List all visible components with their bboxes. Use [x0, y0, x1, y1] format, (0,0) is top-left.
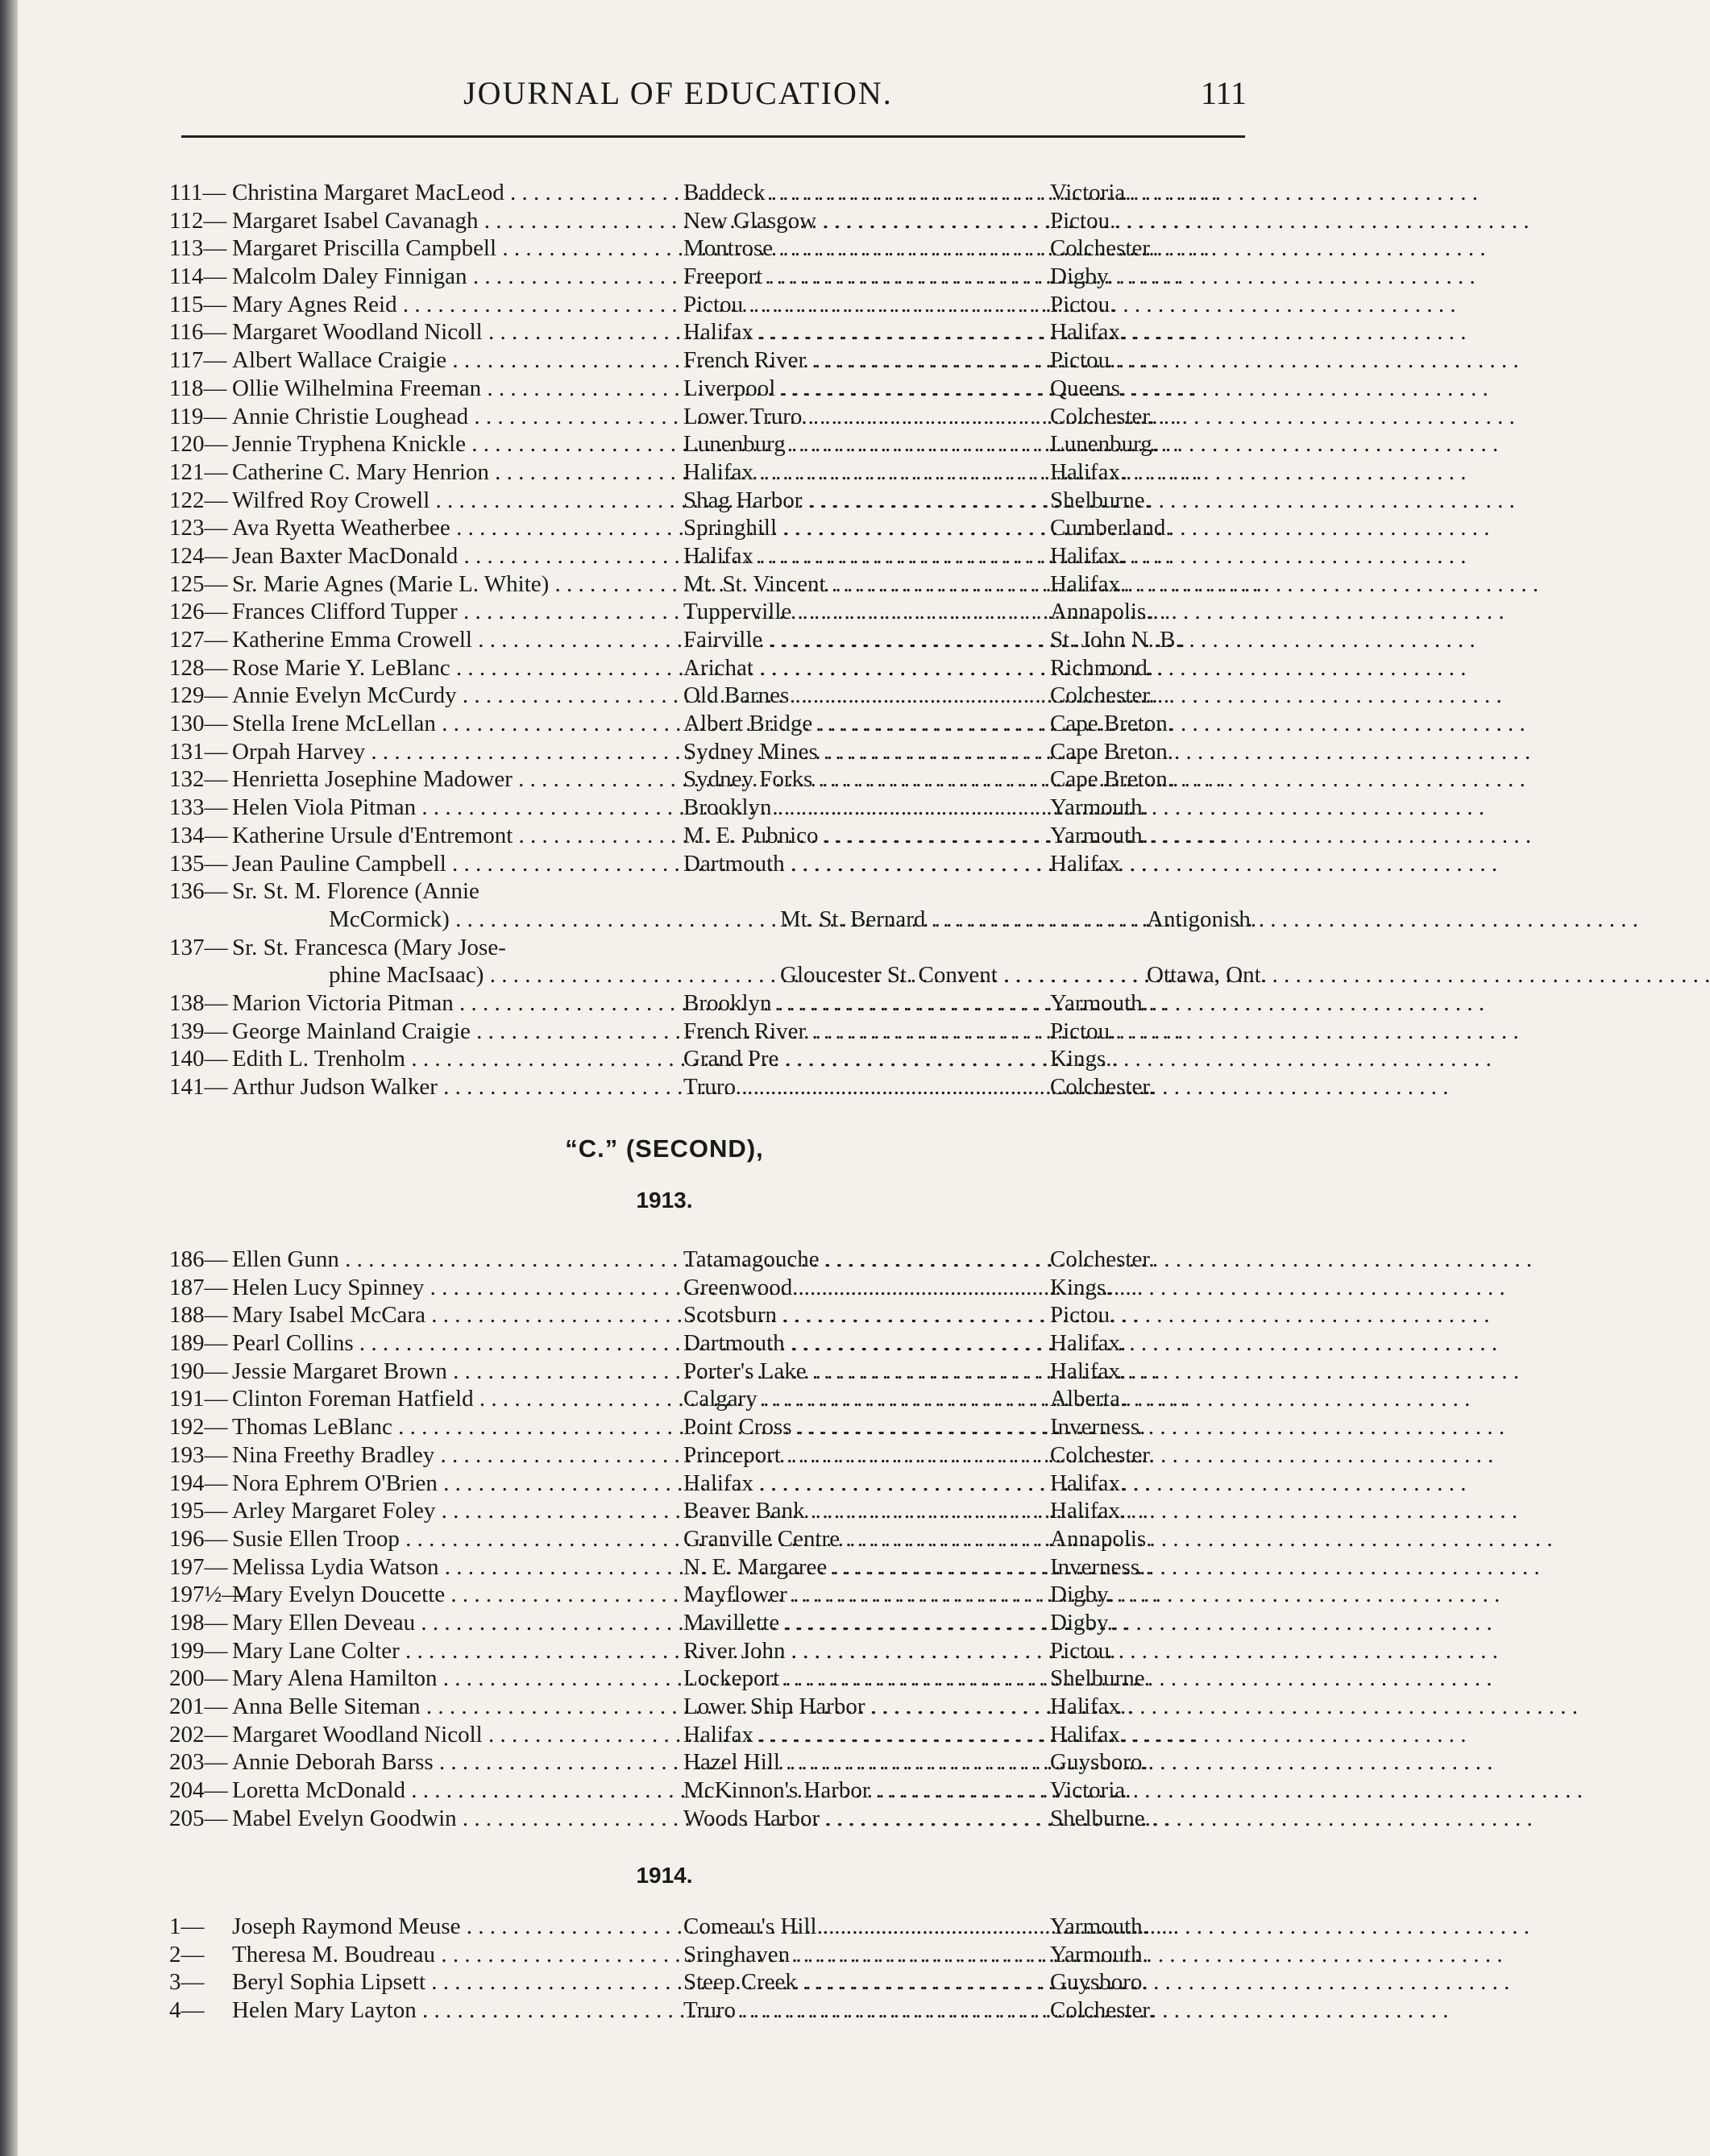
graduate-name: Mary Lane Colter . . .	[232, 1637, 683, 1665]
list-row	[169, 514, 1241, 542]
hometown: Woods Harbor . . .	[683, 1805, 1050, 1833]
hometown: New Glasgow . . .	[683, 207, 1050, 235]
county: Halifax.	[1050, 1470, 1127, 1496]
county: Halifax.	[1050, 319, 1127, 346]
entry-number: 121—	[169, 458, 228, 485]
county: Ottawa, Ont.	[1147, 962, 1267, 989]
hometown: Lower Ship Harbor . . .	[683, 1693, 1050, 1721]
graduate-name: Margaret Woodland Nicoll . . .	[232, 1721, 683, 1749]
graduate-name: Annie Deborah Barss . . .	[232, 1748, 683, 1777]
county: Inverness.	[1050, 1414, 1146, 1441]
county: Colchester.	[1050, 1441, 1155, 1468]
entry-number: 125—	[169, 570, 228, 597]
entry-number: 196—	[169, 1525, 228, 1552]
graduate-name: Anna Belle Siteman . . .	[232, 1693, 683, 1721]
hometown: Liverpool . . .	[683, 375, 1050, 403]
hometown: River John . . .	[683, 1637, 1050, 1665]
county: Cumberland.	[1050, 515, 1172, 541]
county: Shelburne.	[1050, 487, 1151, 513]
list-row	[169, 1018, 1241, 1046]
hometown: Mt. St. Bernard . . .	[780, 906, 1147, 934]
list-row	[169, 1246, 1241, 1274]
graduate-name: Loretta McDonald . . .	[232, 1777, 683, 1805]
section-title: “C.” (SECOND),	[565, 1134, 764, 1163]
list-row	[169, 1968, 1241, 1996]
graduate-name: Sr. Marie Agnes (Marie L. White) . . .	[232, 570, 683, 599]
list-row	[169, 794, 1241, 822]
hometown: Fairville . . .	[683, 626, 1050, 654]
graduate-name: Marion Victoria Pitman . . .	[232, 989, 683, 1018]
year-heading-1913: 1913.	[636, 1188, 693, 1213]
county: Yarmouth.	[1050, 989, 1148, 1016]
graduate-name: Mary Alena Hamilton . . .	[232, 1665, 683, 1693]
county: Antigonish.	[1147, 906, 1257, 932]
county: Digby.	[1050, 263, 1113, 290]
list-row	[169, 1045, 1241, 1073]
entry-number: 189—	[169, 1330, 228, 1357]
county: Richmond.	[1050, 654, 1154, 681]
list-row	[169, 1553, 1241, 1582]
hometown: Arichat . . .	[683, 654, 1050, 682]
graduate-name: Sr. St. Francesca (Mary Jose-	[232, 934, 506, 960]
county: Halifax.	[1050, 1330, 1127, 1357]
county: Inverness.	[1050, 1553, 1146, 1580]
hometown: Princeport . . .	[683, 1441, 1050, 1470]
list-row	[169, 710, 1241, 738]
list-row	[169, 961, 1267, 989]
hometown: Steep Creek . . .	[683, 1968, 1050, 1996]
county: Kings.	[1050, 1274, 1112, 1300]
county: Halifax.	[1050, 458, 1127, 485]
graduate-name: Joseph Raymond Meuse . . .	[232, 1913, 683, 1941]
hometown: Dartmouth . . .	[683, 850, 1050, 878]
entry-number: 191—	[169, 1386, 228, 1412]
list-row	[169, 1996, 1241, 2025]
hometown: Springhill . . .	[683, 514, 1050, 542]
header-rule	[181, 135, 1245, 138]
county: Victoria.	[1050, 180, 1131, 205]
entry-number: 124—	[169, 542, 228, 569]
entry-number: 116—	[169, 319, 227, 346]
county: Colchester.	[1050, 403, 1155, 429]
entry-number: 3—	[169, 1969, 205, 1996]
graduate-name: Susie Ellen Troop . . .	[232, 1525, 683, 1553]
list-row	[169, 850, 1241, 878]
county: Pictou.	[1050, 1302, 1116, 1329]
county: Pictou.	[1050, 1637, 1116, 1664]
county: Alberta.	[1050, 1386, 1127, 1412]
hometown: Calgary . . .	[683, 1385, 1050, 1413]
entry-number: 128—	[169, 654, 228, 681]
running-head: JOURNAL OF EDUCATION.	[463, 75, 893, 111]
hometown: Mavillette . . .	[683, 1609, 1050, 1637]
graduate-name: Melissa Lydia Watson . . .	[232, 1553, 683, 1582]
list-row	[169, 738, 1241, 766]
county: Halifax.	[1050, 1721, 1127, 1748]
graduate-name: Thomas LeBlanc . . .	[232, 1413, 683, 1441]
graduate-name: George Mainland Craigie . . .	[232, 1018, 683, 1046]
hometown: McKinnon's Harbor . . .	[683, 1777, 1050, 1805]
list-row	[169, 403, 1241, 431]
hometown: Granville Centre . . .	[683, 1525, 1050, 1553]
list-row	[169, 1470, 1241, 1498]
list-row	[169, 346, 1241, 375]
entry-number: 132—	[169, 766, 228, 793]
graduate-name: Ollie Wilhelmina Freeman . . .	[232, 375, 683, 403]
graduate-name: Mary Evelyn Doucette . . .	[232, 1581, 683, 1609]
graduate-name: Margaret Isabel Cavanagh . . .	[232, 207, 683, 235]
county: Yarmouth.	[1050, 794, 1148, 821]
county: Queens.	[1050, 375, 1127, 401]
entry-number: 127—	[169, 627, 228, 653]
county: Cape Breton.	[1050, 766, 1174, 793]
list-row	[169, 375, 1241, 403]
entry-number: 133—	[169, 794, 228, 821]
entry-number: 129—	[169, 682, 228, 709]
graduate-name: Helen Viola Pitman . . .	[232, 794, 683, 822]
entry-number: 193—	[169, 1441, 228, 1468]
entry-number: 130—	[169, 711, 228, 737]
graduate-list-a	[169, 179, 1267, 1101]
county: Colchester.	[1050, 682, 1155, 709]
list-row	[169, 291, 1241, 319]
graduate-name: Beryl Sophia Lipsett . . .	[232, 1968, 683, 1996]
list-row	[169, 1358, 1241, 1386]
entry-number: 136—	[169, 878, 228, 905]
hometown: Brooklyn . . .	[683, 794, 1050, 822]
graduate-name: Helen Lucy Spinney . . .	[232, 1274, 683, 1302]
graduate-name: Mary Agnes Reid . . .	[232, 291, 683, 319]
entry-number: 198—	[169, 1609, 228, 1636]
graduate-list-b	[169, 1246, 1241, 1832]
entry-number: 200—	[169, 1665, 228, 1692]
county: Colchester.	[1050, 1997, 1155, 2024]
hometown: Sydney Forks . . .	[683, 765, 1050, 794]
county: Halifax.	[1050, 542, 1127, 569]
county: Annapolis.	[1050, 599, 1152, 625]
list-row	[169, 458, 1241, 487]
hometown: M. E. Pubnico . . .	[683, 822, 1050, 850]
graduate-name: Annie Evelyn McCurdy . . .	[232, 682, 683, 710]
county: Guysboro.	[1050, 1969, 1148, 1996]
hometown: Porter's Lake . . .	[683, 1358, 1050, 1386]
list-row	[169, 1441, 1241, 1470]
entry-number: 134—	[169, 822, 228, 848]
list-row	[169, 822, 1241, 850]
hometown: Pictou . . .	[683, 291, 1050, 319]
county: Shelburne.	[1050, 1805, 1151, 1831]
graduate-name: Arthur Judson Walker . . .	[232, 1073, 683, 1101]
county: Halifax.	[1050, 570, 1127, 597]
list-row	[169, 1301, 1241, 1329]
graduate-name: McCormick) . . .	[232, 906, 780, 934]
graduate-name: Jean Pauline Campbell . . .	[232, 850, 683, 878]
graduate-name: Christina Margaret MacLeod . . .	[232, 179, 683, 207]
graduate-name: Mary Ellen Deveau . . .	[232, 1609, 683, 1637]
page-number: 111	[1201, 75, 1247, 111]
graduate-name: Mabel Evelyn Goodwin . . .	[232, 1805, 683, 1833]
graduate-name: Henrietta Josephine Madower . . .	[232, 765, 683, 794]
hometown: Halifax . . .	[683, 458, 1050, 487]
graduate-name: Wilfred Roy Crowell . . .	[232, 487, 683, 515]
graduate-name: Rose Marie Y. LeBlanc . . .	[232, 654, 683, 682]
hometown: Halifax . . .	[683, 1470, 1050, 1498]
graduate-name: Katherine Ursule d'Entremont . . .	[232, 822, 683, 850]
hometown: Dartmouth . . .	[683, 1329, 1050, 1358]
hometown: French River . . .	[683, 1018, 1050, 1046]
county: Pictou.	[1050, 207, 1116, 234]
hometown: Truro . . .	[683, 1996, 1050, 2025]
entry-number: 114—	[169, 263, 227, 290]
graduate-name: Ava Ryetta Weatherbee . . .	[232, 514, 683, 542]
graduate-name: Edith L. Trenholm . . .	[232, 1045, 683, 1073]
list-row	[169, 1497, 1241, 1525]
entry-number: 131—	[169, 738, 228, 765]
entry-number: 194—	[169, 1470, 228, 1496]
graduate-name: Margaret Priscilla Campbell . . .	[232, 234, 683, 263]
entry-number: 186—	[169, 1246, 228, 1272]
county: Digby.	[1050, 1609, 1113, 1636]
hometown: Halifax . . .	[683, 318, 1050, 346]
hometown: Lower Truro . . .	[683, 403, 1050, 431]
graduate-name: Nina Freethy Bradley . . .	[232, 1441, 683, 1470]
list-row	[169, 1274, 1241, 1302]
entry-number: 115—	[169, 291, 227, 317]
list-row	[169, 682, 1241, 710]
list-row	[169, 989, 1241, 1018]
list-row	[169, 1525, 1241, 1553]
list-row	[169, 1581, 1241, 1609]
list-row	[169, 179, 1241, 207]
list-row	[169, 263, 1241, 291]
entry-number: 4—	[169, 1997, 205, 2024]
entry-number: 139—	[169, 1018, 228, 1044]
graduate-name: Mary Isabel McCara . . .	[232, 1301, 683, 1329]
hometown: Mayflower . . .	[683, 1581, 1050, 1609]
graduate-name: Catherine C. Mary Henrion . . .	[232, 458, 683, 487]
county: Yarmouth.	[1050, 1913, 1148, 1939]
hometown: Lunenburg . . .	[683, 430, 1050, 458]
list-row	[169, 542, 1241, 570]
graduate-name: Arley Margaret Foley . . .	[232, 1497, 683, 1525]
entry-number: 192—	[169, 1414, 228, 1441]
graduate-name: Ellen Gunn . . .	[232, 1246, 683, 1274]
hometown: Brooklyn . . .	[683, 989, 1050, 1018]
entry-number: 140—	[169, 1046, 228, 1072]
graduate-name: Nora Ephrem O'Brien . . .	[232, 1470, 683, 1498]
list-row	[169, 1073, 1241, 1101]
entry-number: 197—	[169, 1553, 228, 1580]
entry-number: 1—	[169, 1913, 205, 1939]
hometown: Tatamagouche . . .	[683, 1246, 1050, 1274]
graduate-name: Clinton Foreman Hatfield . . .	[232, 1385, 683, 1413]
county: Pictou.	[1050, 291, 1116, 317]
list-row	[169, 1637, 1241, 1665]
hometown: Gloucester St. Convent . . .	[780, 961, 1147, 989]
county: Yarmouth.	[1050, 822, 1148, 848]
list-row	[169, 1748, 1241, 1777]
county: Halifax.	[1050, 1694, 1127, 1719]
graduate-name: Jennie Tryphena Knickle . . .	[232, 430, 683, 458]
list-row	[169, 626, 1241, 654]
hometown: French River . . .	[683, 346, 1050, 375]
county: Guysboro.	[1050, 1749, 1148, 1776]
graduate-name: Jean Baxter MacDonald . . .	[232, 542, 683, 570]
list-row	[169, 765, 1241, 794]
county: Digby.	[1050, 1582, 1113, 1608]
entry-number: 203—	[169, 1749, 228, 1776]
county: Yarmouth.	[1050, 1941, 1148, 1967]
county: Colchester.	[1050, 1246, 1155, 1272]
graduate-name: Orpah Harvey . . .	[232, 738, 683, 766]
hometown: Hazel Hill . . .	[683, 1748, 1050, 1777]
graduate-name: Malcolm Daley Finnigan . . .	[232, 263, 683, 291]
hometown: Comeau's Hill . . .	[683, 1913, 1050, 1941]
entry-number: 112—	[169, 207, 227, 234]
entry-number: 126—	[169, 599, 228, 625]
county: Pictou.	[1050, 1018, 1116, 1044]
county: Annapolis.	[1050, 1525, 1152, 1552]
county: Lunenburg.	[1050, 431, 1158, 458]
entry-number: 119—	[169, 403, 227, 429]
hometown: Grand Pre . . .	[683, 1045, 1050, 1073]
hometown: Scotsburn . . .	[683, 1301, 1050, 1329]
graduate-name: Albert Wallace Craigie . . .	[232, 346, 683, 375]
list-row	[169, 598, 1241, 626]
hometown: Shag Harbor . . .	[683, 487, 1050, 515]
graduate-name: phine MacIsaac) . . .	[232, 961, 780, 989]
entry-number: 205—	[169, 1805, 228, 1831]
entry-number: 117—	[169, 347, 227, 374]
list-row	[169, 1805, 1241, 1833]
hometown: Point Cross . . .	[683, 1413, 1050, 1441]
graduate-name: Margaret Woodland Nicoll . . .	[232, 318, 683, 346]
entry-number: 137—	[169, 934, 228, 960]
graduate-name: Jessie Margaret Brown . . .	[232, 1358, 683, 1386]
county: Halifax.	[1050, 1498, 1127, 1524]
list-row	[169, 1777, 1241, 1805]
hometown: Sydney Mines . . .	[683, 738, 1050, 766]
graduate-name: Frances Clifford Tupper . . .	[232, 598, 683, 626]
entry-number: 195—	[169, 1498, 228, 1524]
county: Halifax.	[1050, 1358, 1127, 1384]
hometown: Halifax . . .	[683, 542, 1050, 570]
list-row	[169, 934, 1241, 962]
county: Colchester.	[1050, 1074, 1155, 1100]
entry-number: 197½—	[169, 1582, 246, 1608]
entry-number: 120—	[169, 431, 228, 458]
hometown: Montrose . . .	[683, 234, 1050, 263]
entry-number: 111—	[169, 180, 226, 205]
hometown: N. E. Margaree . . .	[683, 1553, 1050, 1582]
list-row	[169, 430, 1241, 458]
entry-number: 113—	[169, 235, 227, 262]
entry-number: 201—	[169, 1694, 228, 1719]
county: Cape Breton.	[1050, 738, 1174, 765]
entry-number: 138—	[169, 989, 228, 1016]
county: Cape Breton.	[1050, 711, 1174, 737]
list-row	[169, 318, 1241, 346]
list-row	[169, 1941, 1241, 1969]
hometown: Sringhaven . . .	[683, 1941, 1050, 1969]
graduate-name: Stella Irene McLellan . . .	[232, 710, 683, 738]
county: Victoria.	[1050, 1777, 1131, 1804]
county: Shelburne	[1050, 1665, 1145, 1692]
list-row	[169, 487, 1241, 515]
county: Kings.	[1050, 1046, 1112, 1072]
county: Colchester.	[1050, 235, 1155, 262]
list-row	[169, 906, 1257, 934]
list-row	[169, 1721, 1241, 1749]
list-row	[169, 1913, 1241, 1941]
entry-number: 118—	[169, 375, 227, 401]
list-row	[169, 877, 1241, 906]
entry-number: 122—	[169, 487, 228, 513]
entry-number: 202—	[169, 1721, 228, 1748]
list-row	[169, 234, 1241, 263]
entry-number: 190—	[169, 1358, 228, 1384]
list-row	[169, 1665, 1241, 1693]
list-row	[169, 1693, 1241, 1721]
entry-number: 141—	[169, 1074, 228, 1100]
list-row	[169, 1609, 1241, 1637]
hometown: Mt. St. Vincent . . .	[683, 570, 1050, 599]
hometown: Truro . . .	[683, 1073, 1050, 1101]
graduate-name: Pearl Collins . . .	[232, 1329, 683, 1358]
county: Halifax	[1050, 850, 1120, 877]
hometown: Freeport . . .	[683, 263, 1050, 291]
hometown: Greenwood . . .	[683, 1274, 1050, 1302]
list-row	[169, 1385, 1241, 1413]
hometown: Halifax . . .	[683, 1721, 1050, 1749]
entry-number: 199—	[169, 1637, 228, 1664]
graduate-name: Helen Mary Layton . . .	[232, 1996, 683, 2025]
hometown: Baddeck . . .	[683, 179, 1050, 207]
year-heading-1914: 1914.	[636, 1863, 693, 1888]
county: Pictou.	[1050, 347, 1116, 374]
list-row	[169, 1413, 1241, 1441]
entry-number: 204—	[169, 1777, 228, 1804]
entry-number: 187—	[169, 1274, 228, 1300]
hometown: Lockeport . . .	[683, 1665, 1050, 1693]
graduate-name: Sr. St. M. Florence (Annie	[232, 878, 479, 905]
hometown: Albert Bridge . . .	[683, 710, 1050, 738]
entry-number: 123—	[169, 515, 228, 541]
graduate-list-c	[169, 1913, 1241, 2025]
hometown: Old Barnes . . .	[683, 682, 1050, 710]
hometown: Tupperville . . .	[683, 598, 1050, 626]
graduate-name: Theresa M. Boudreau . . .	[232, 1941, 683, 1969]
entry-number: 188—	[169, 1302, 228, 1329]
list-row	[169, 654, 1241, 682]
entry-number: 135—	[169, 850, 228, 877]
list-row	[169, 1329, 1241, 1358]
list-row	[169, 207, 1241, 235]
graduate-name: Annie Christie Loughead . . .	[232, 403, 683, 431]
hometown: Beaver Bank . . .	[683, 1497, 1050, 1525]
entry-number: 2—	[169, 1941, 205, 1967]
graduate-name: Katherine Emma Crowell . . .	[232, 626, 683, 654]
county: St. John N. B.	[1050, 627, 1181, 653]
list-row	[169, 570, 1241, 599]
